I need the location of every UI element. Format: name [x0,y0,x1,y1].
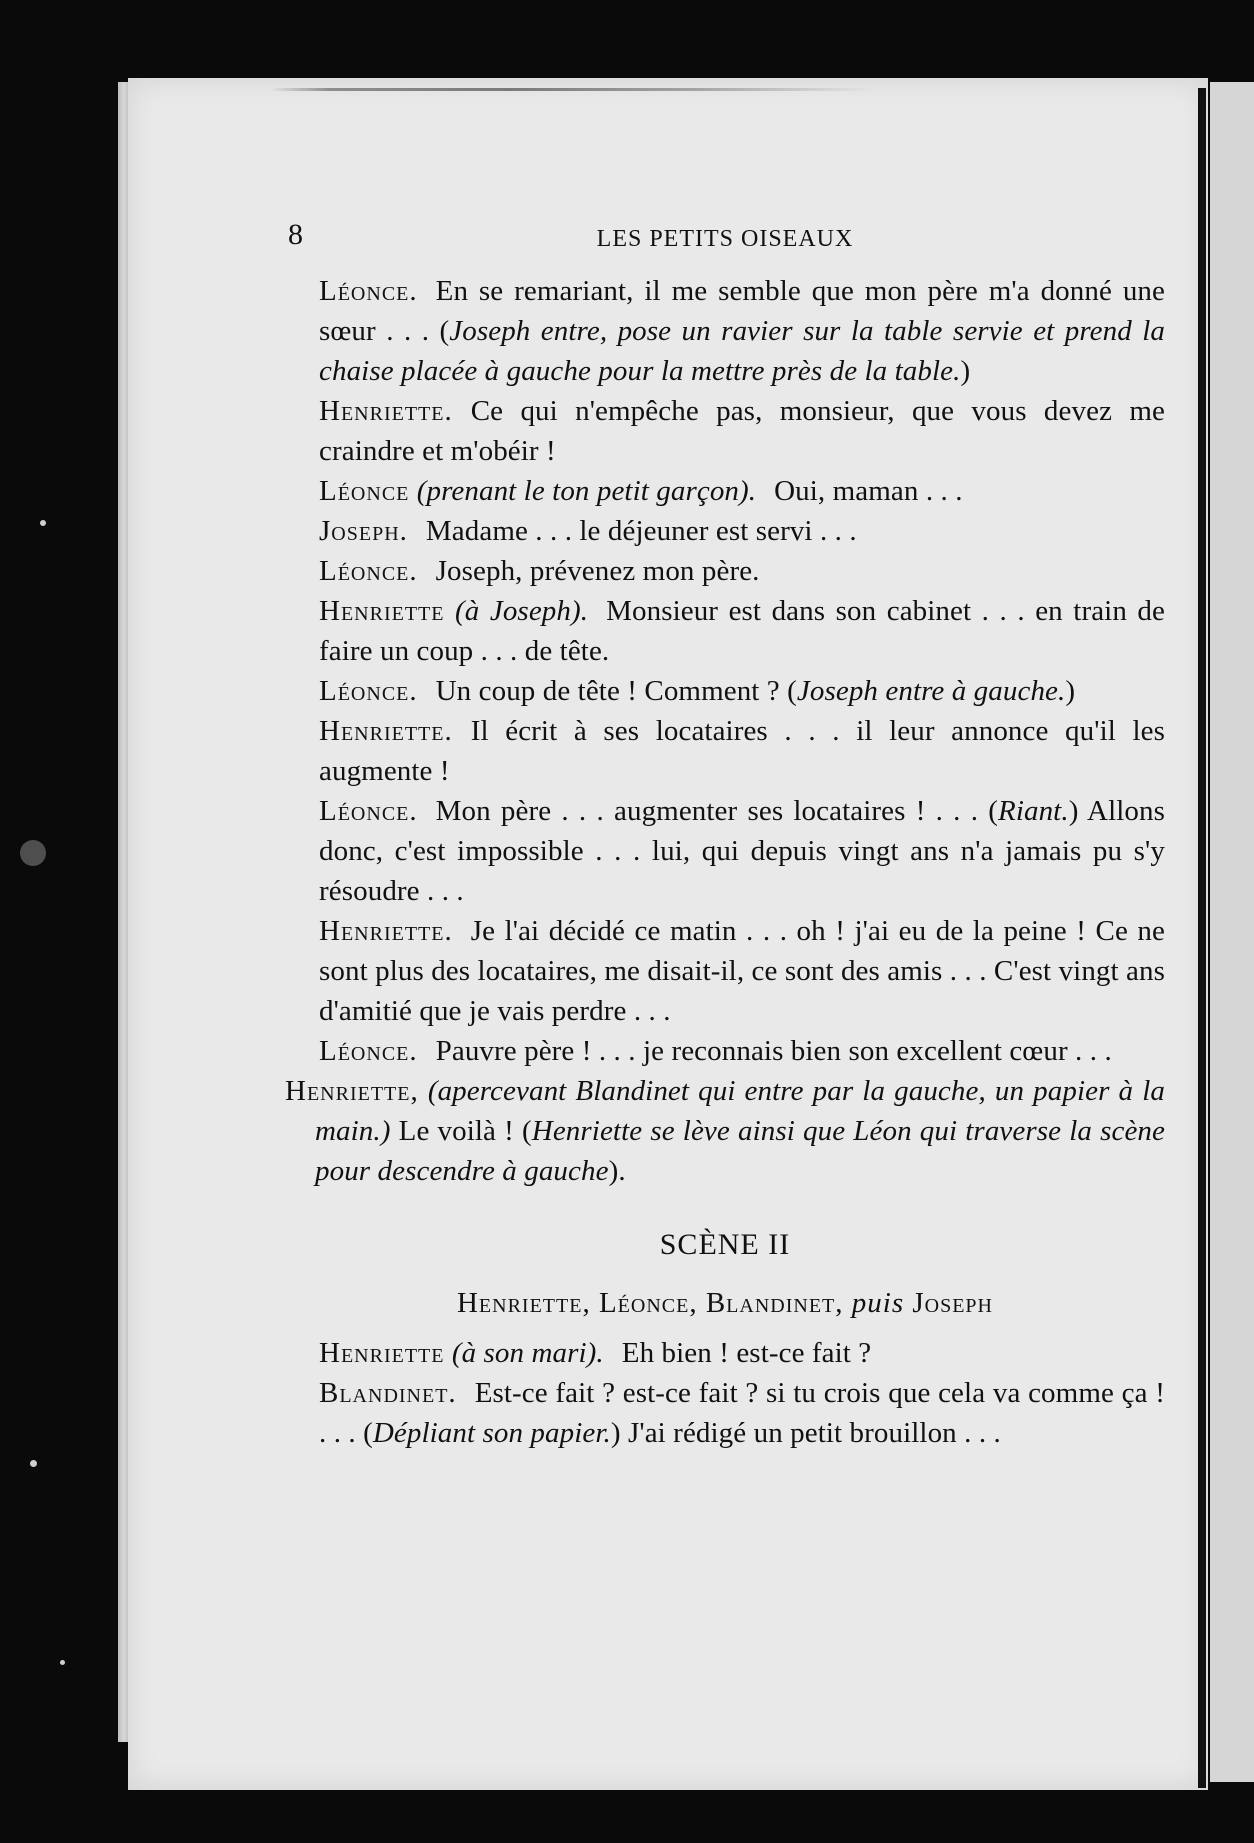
dialogue-text: En se remariant, il me semble que mon père m'a donné une sœur . . . ( [319,275,1165,347]
dialogue-text: Monsieur est dans son cabinet . . . en train de faire un coup . . . de tête. [319,595,1165,667]
speaker-name: Léonce. [319,275,418,307]
speaker-name: Léonce. [319,1035,418,1067]
dialogue-line [285,511,1165,551]
dialogue-text: ). [608,1155,626,1187]
dialogue-text: Pauvre père ! . . . je reconnais bien son excellent cœur . . . [435,1035,1112,1067]
cast-list [285,1283,1165,1323]
cast-names: Henriette, Léonce, Blandinet, [456,1287,844,1319]
page-number: 8 [288,218,304,251]
stage-direction: Henriette se lève ainsi que Léon qui traverse la scène pour descendre à gauche [315,1115,1165,1187]
stage-direction: (apercevant Blandinet qui entre par la gauche, un papier à la main.) [315,1075,1165,1147]
dialogue-text: ) [960,355,971,387]
dialogue-text: Je l'ai décidé ce matin . . . oh ! j'ai eu de la peine ! Ce ne sont plus des locataires, me disait-il, ce sont des amis . . . C'est vingt ans d'amitié que je vais perdre . . . [319,915,1165,1027]
speaker-name: Henriette. [319,395,453,427]
dialogue-text: Joseph, prévenez mon père. [435,555,760,587]
dialogue-line [285,551,1165,591]
speaker-name: Léonce. [319,555,418,587]
dialogue-text: ) [1065,675,1076,707]
dialogue-text: Madame . . . le déjeuner est servi . . . [425,515,857,547]
stage-direction: Dépliant son papier. [372,1417,611,1449]
dialogue-line [285,271,1165,391]
scan-speck [30,1460,37,1467]
page-text [285,215,1165,1453]
cast-connector: puis [851,1287,905,1319]
scan-speck [20,840,46,866]
dialogue-text: Oui, maman . . . [774,475,963,507]
scene-title: SCÈNE II [659,1228,791,1261]
facing-page-edge [1210,82,1254,1782]
speaker-name: Léonce. [319,795,418,827]
stage-direction: (à son mari). [451,1337,604,1369]
speaker-name: Léonce [319,475,410,507]
dialogue-text: Il écrit à ses locataires . . . il leur annonce qu'il les augmente ! [319,715,1165,787]
dialogue-line [285,1031,1165,1071]
speaker-name: Henriette, [285,1075,419,1107]
dialogue-text: Le voilà ! ( [398,1115,532,1147]
dialogue-line [285,671,1165,711]
dialogue-line [285,1071,1165,1191]
stage-direction: (prenant le ton petit garçon). [416,475,757,507]
speaker-name: Henriette [319,1337,445,1369]
dialogue-line [285,471,1165,511]
dialogue-line [285,711,1165,791]
speaker-name: Henriette [319,595,445,627]
scan-speck [40,520,46,526]
stage-direction: Joseph entre à gauche. [796,675,1066,707]
speaker-name: Léonce. [319,675,418,707]
speaker-name: Joseph. [319,515,408,547]
cast-last: Joseph [912,1287,993,1319]
page-gutter-shadow [1198,88,1206,1788]
dialogue-text: Ce qui n'empêche pas, monsieur, que vous devez me craindre et m'obéir ! [319,395,1165,467]
dialogue-line [285,391,1165,471]
stage-direction: (à Joseph). [455,595,589,627]
scan-speck [60,1660,65,1665]
dialogue-text: ) Allons donc, c'est impossible . . . lui, qui depuis vingt ans n'a jamais pu s'y résoudre . . . [319,795,1165,907]
dialogue-text: Un coup de tête ! Comment ? ( [435,675,797,707]
stage-direction: Riant. [998,795,1069,827]
dialogue-line [285,1333,1165,1373]
dialogue-text: ) J'ai rédigé un petit brouillon . . . [610,1417,1001,1449]
dialogue-line [285,1373,1165,1453]
speaker-name: Blandinet. [319,1377,457,1409]
dialogue-text: Est-ce fait ? est-ce fait ? si tu crois que cela va comme ça ! . . . ( [319,1377,1165,1449]
dialogue-text: Eh bien ! est-ce fait ? [621,1337,872,1369]
running-head [285,215,1165,271]
dialogue-line [285,791,1165,911]
scan-scratch [270,88,870,91]
dialogue-line [285,591,1165,671]
dialogue-text: Mon père . . . augmenter ses locataires ! . . . ( [435,795,999,827]
stage-direction: Joseph entre, pose un ravier sur la table servie et prend la chaise placée à gauche pour la mettre près de la table. [319,315,1165,387]
speaker-name: Henriette. [319,915,453,947]
speaker-name: Henriette. [319,715,453,747]
running-title: LES PETITS OISEAUX [596,226,854,252]
dialogue-line [285,911,1165,1031]
